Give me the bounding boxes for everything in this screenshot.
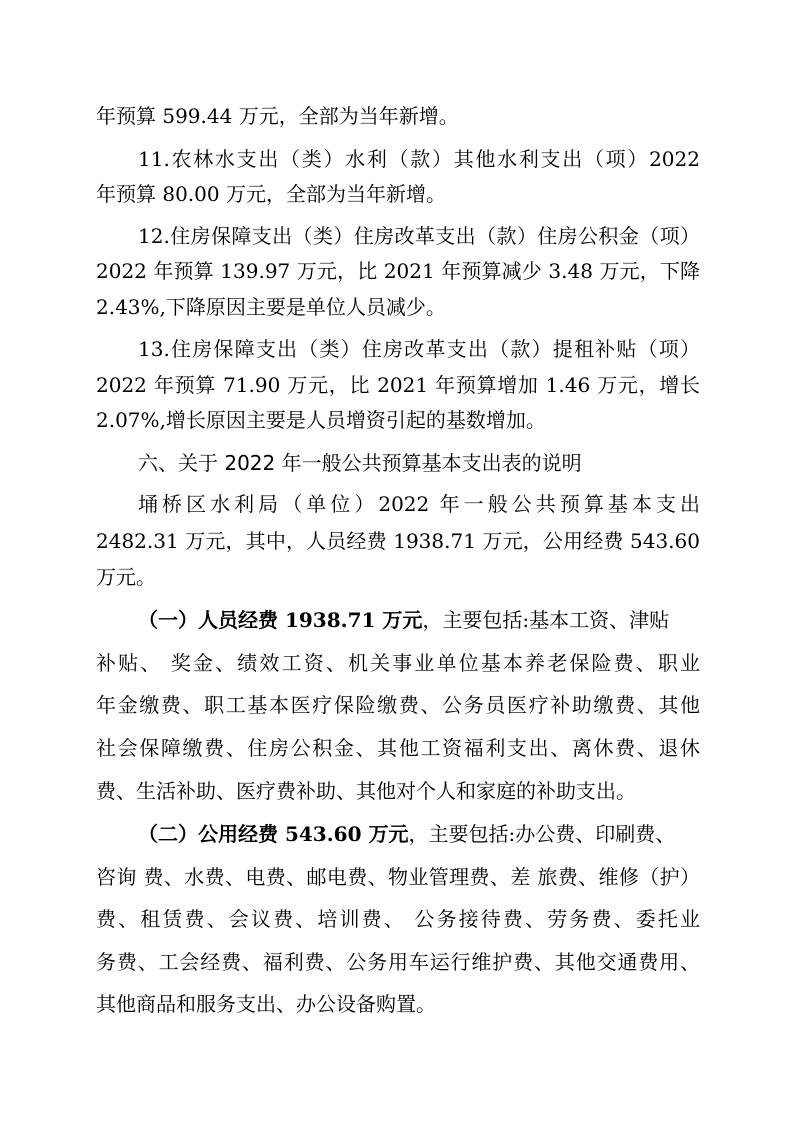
- paragraph-line: 万元。: [96, 565, 156, 589]
- paragraph-line: 2022 年预算 139.97 万元，比 2021 年预算减少 3.48 万元，下降: [96, 259, 700, 283]
- paragraph-line: 埇桥区水利局（单位）2022 年一般公共预算基本支出: [138, 492, 700, 516]
- paragraph-line: 11.农林水支出（类）水利（款）其他水利支出（项）2022: [138, 147, 700, 171]
- paragraph-line: [96, 606, 700, 634]
- personnel-text: ，主要包括:基本工资、津贴: [422, 608, 670, 632]
- paragraph-line: 社会保障缴费、住房公积金、其他工资福利支出、离休费、退休: [96, 736, 700, 760]
- public-text: ，主要包括:办公费、印刷费、: [408, 822, 676, 846]
- paragraph-line: 费、租赁费、会议费、培训费、 公务接待费、劳务费、委托业: [96, 907, 700, 931]
- paragraph-line: [96, 820, 700, 848]
- paragraph-line: 2482.31 万元，其中，人员经费 1938.71 万元，公用经费 543.60: [96, 529, 700, 553]
- paragraph-line: 补贴、 奖金、绩效工资、机关事业单位基本养老保险费、职业: [96, 651, 700, 675]
- public-heading: （二）公用经费 543.60 万元: [138, 822, 409, 846]
- paragraph-line: 年预算 80.00 万元，全部为当年新增。: [96, 182, 446, 206]
- section-heading: 六、关于 2022 年一般公共预算基本支出表的说明: [138, 451, 582, 475]
- paragraph-line: 务费、工会经费、福利费、公务用车运行维护费、其他交通费用、: [96, 950, 700, 974]
- paragraph-line: 年金缴费、职工基本医疗保险缴费、公务员医疗补助缴费、其他: [96, 693, 700, 717]
- paragraph-line: 2.43%,下降原因主要是单位人员减少。: [96, 295, 446, 319]
- paragraph-line: 其他商品和服务支出、办公设备购置。: [96, 992, 436, 1016]
- paragraph-line: 2.07%,增长原因主要是人员增资引起的基数增加。: [96, 408, 546, 432]
- paragraph-line: 咨询 费、水费、电费、邮电费、物业管理费、差 旅费、维修（护）: [96, 865, 700, 889]
- paragraph-line: 年预算 599.44 万元，全部为当年新增。: [96, 104, 459, 128]
- personnel-heading: （一）人员经费 1938.71 万元: [138, 608, 423, 632]
- paragraph-line: 费、生活补助、医疗费补助、其他对个人和家庭的补助支出。: [96, 779, 636, 803]
- paragraph-line: 12.住房保障支出（类）住房改革支出（款）住房公积金（项）: [138, 224, 700, 248]
- paragraph-line: 13.住房保障支出（类）住房改革支出（款）提租补贴（项）: [138, 337, 700, 361]
- paragraph-line: 2022 年预算 71.90 万元，比 2021 年预算增加 1.46 万元，增长: [96, 373, 700, 397]
